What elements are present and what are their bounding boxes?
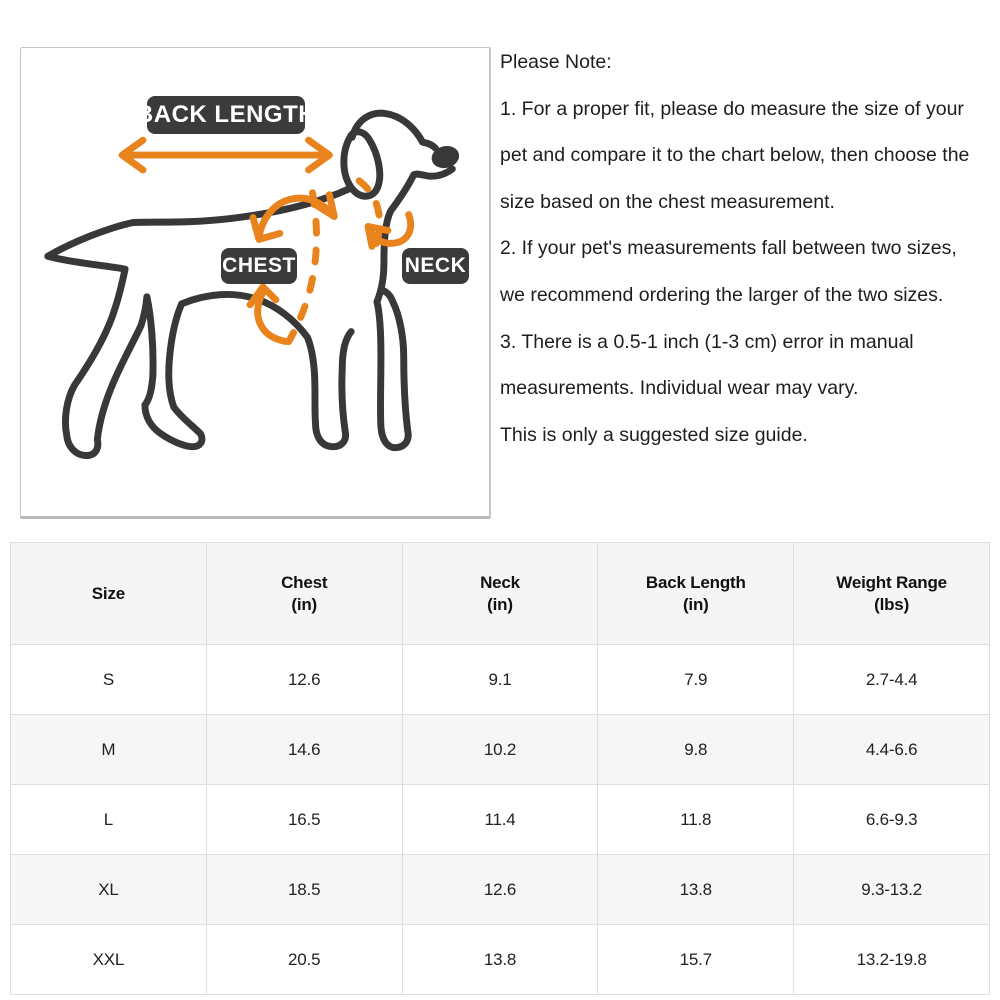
cell-weight-range: 2.7-4.4 [794,645,990,715]
cell-chest: 16.5 [206,785,402,855]
note-line: 3. There is a 0.5-1 inch (1-3 cm) error in manual [500,330,914,353]
cell-back-length: 9.8 [598,715,794,785]
column-unit: (in) [291,594,318,614]
cell-back-length: 7.9 [598,645,794,715]
table-row-xl [11,855,990,925]
cell-chest: 12.6 [206,645,402,715]
cell-back-length: 11.8 [598,785,794,855]
cell-neck: 13.8 [402,925,598,995]
table-row-l [11,785,990,855]
notes-section [500,39,969,458]
dog-far-hind-leg-belly-front-leg-outline [145,294,351,446]
column-title: Neck [480,572,520,592]
note-line: size based on the chest measurement. [500,190,835,213]
column-header-weight-range [794,543,990,645]
cell-neck: 10.2 [402,715,598,785]
dog-face-throat-front-leg-outline [377,169,452,448]
size-chart-table [10,542,990,995]
dog-line-art [48,113,462,455]
note-line: we recommend ordering the larger of the two sizes. [500,283,944,306]
table-row-m [11,715,990,785]
cell-back-length: 15.7 [598,925,794,995]
column-header-chest [206,543,402,645]
header-row [11,543,990,645]
dog-back-tail-hind-leg-outline [48,189,349,456]
cell-chest: 18.5 [206,855,402,925]
note-line: 1. For a proper fit, please do measure the size of your [500,97,964,120]
column-header-back-length [598,543,794,645]
cell-weight-range: 4.4-6.6 [794,715,990,785]
back-length-label: BACK LENGTH [147,96,305,134]
column-unit: (in) [487,594,513,614]
cell-size: XXL [11,925,207,995]
cell-size: M [11,715,207,785]
column-header-size [11,543,207,645]
cell-size: XL [11,855,207,925]
cell-weight-range: 9.3-13.2 [794,855,990,925]
measurement-annotations [122,140,411,341]
dog-measurement-diagram-panel [20,47,491,519]
note-line: measurements. Individual wear may vary. [500,377,859,400]
cell-neck: 12.6 [402,855,598,925]
table-row-xxl [11,925,990,995]
chest-label: CHEST [221,248,297,284]
cell-neck: 11.4 [402,785,598,855]
notes-title: Please Note: [500,51,612,73]
column-title: Back Length [645,572,746,592]
neck-label: NECK [402,248,469,284]
column-unit: (in) [682,594,709,614]
cell-neck: 9.1 [402,645,598,715]
column-title: Size [91,583,125,603]
cell-chest: 14.6 [206,715,402,785]
note-line: pet and compare it to the chart below, then choose the [500,144,970,167]
cell-chest: 20.5 [206,925,402,995]
column-title: Weight Range [836,572,947,592]
cell-weight-range: 13.2-19.8 [794,925,990,995]
cell-back-length: 13.8 [598,855,794,925]
column-title: Chest [281,572,328,592]
column-header-neck [402,543,598,645]
size-table-header [11,543,990,645]
cell-weight-range: 6.6-9.3 [794,785,990,855]
table-row-s [11,645,990,715]
note-line: 2. If your pet's measurements fall between two sizes, [500,237,957,260]
cell-size: S [11,645,207,715]
note-line: This is only a suggested size guide. [500,423,808,446]
cell-size: L [11,785,207,855]
column-unit: (lbs) [874,594,910,614]
size-table-body [11,645,990,995]
